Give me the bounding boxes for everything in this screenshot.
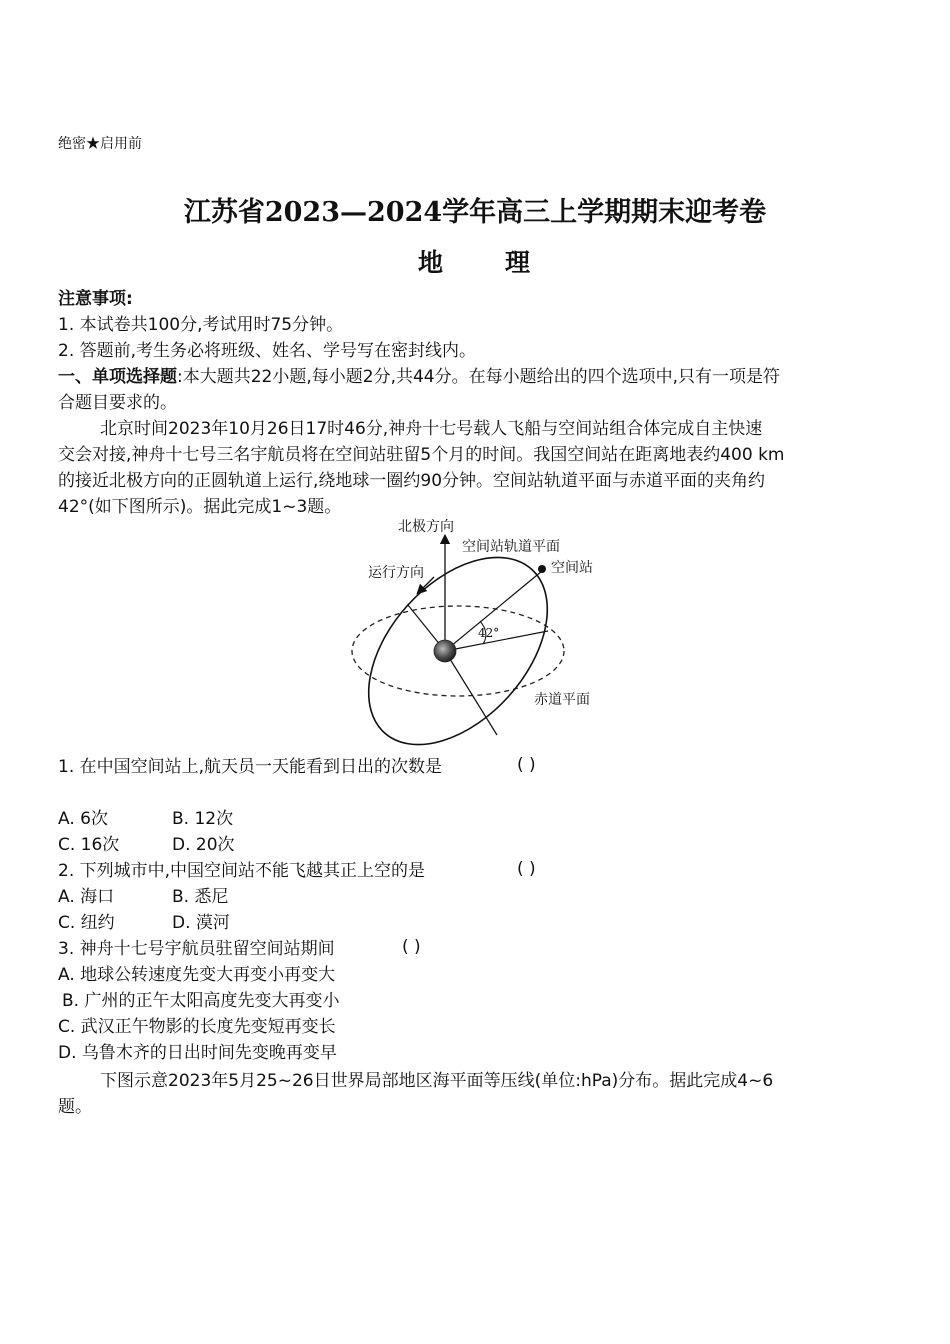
orbit-plane-label: 空间站轨道平面 xyxy=(462,539,560,555)
question-2-paren: ( ) xyxy=(517,859,536,879)
passage1-line-4: 42°(如下图所示)。据此完成1~3题。 xyxy=(58,497,342,517)
section1-label: 一、单项选择题 xyxy=(58,367,177,387)
section1-intro xyxy=(58,365,780,389)
q2-option-b: B. 悉尼 xyxy=(172,887,229,907)
secret-label: 绝密★启用前 xyxy=(58,136,142,152)
notice-item-2: 2. 答题前,考生务必将班级、姓名、学号写在密封线内。 xyxy=(58,341,477,361)
q3-option-b: B. 广州的正午太阳高度先变大再变小 xyxy=(62,991,340,1011)
station-label: 空间站 xyxy=(551,560,593,576)
question-3-paren: ( ) xyxy=(402,937,421,957)
earth-icon xyxy=(434,640,456,662)
north-label: 北极方向 xyxy=(398,519,454,535)
q3-option-c: C. 武汉正午物影的长度先变短再变长 xyxy=(58,1017,336,1037)
q1-option-b: B. 12次 xyxy=(172,809,234,829)
passage2-line-1: 下图示意2023年5月25~26日世界局部地区海平面等压线(单位:hPa)分布。据此完成4~6 xyxy=(100,1071,774,1091)
passage1-line-3: 的接近北极方向的正圆轨道上运行,绕地球一圈约90分钟。空间站轨道平面与赤道平面的夹角约 xyxy=(58,471,766,491)
direction-label: 运行方向 xyxy=(368,565,424,581)
section1-desc-line2: 合题目要求的。 xyxy=(58,393,177,413)
angle-label: 42° xyxy=(478,626,500,640)
q2-option-a: A. 海口 xyxy=(58,887,115,907)
question-3-stem: 3. 神舟十七号宇航员驻留空间站期间 xyxy=(58,939,335,959)
section1-desc-line1: :本大题共22小题,每小题2分,共44分。在每小题给出的四个选项中,只有一项是符 xyxy=(177,367,781,387)
q2-option-c: C. 纽约 xyxy=(58,913,115,933)
passage1-line-2: 交会对接,神舟十七号三名宇航员将在空间站驻留5个月的时间。我国空间站在距离地表约400 km xyxy=(58,445,785,465)
notice-item-1: 1. 本试卷共100分,考试用时75分钟。 xyxy=(58,315,344,335)
q3-option-d: D. 乌鲁木齐的日出时间先变晚再变早 xyxy=(58,1043,337,1063)
orbit-plane-ellipse xyxy=(340,524,582,750)
q1-option-a: A. 6次 xyxy=(58,809,108,829)
orbit-diagram xyxy=(340,515,630,750)
q2-option-d: D. 漠河 xyxy=(172,913,230,933)
question-2-stem: 2. 下列城市中,中国空间站不能飞越其正上空的是 xyxy=(58,861,426,881)
equator-plane-ellipse xyxy=(352,606,564,696)
notice-heading: 注意事项: xyxy=(58,289,133,309)
subject-title: 地理 xyxy=(417,248,592,277)
exam-title: 江苏省2023—2024学年高三上学期期末迎考卷 xyxy=(183,197,767,228)
q1-option-c: C. 16次 xyxy=(58,835,120,855)
passage1-line-1: 北京时间2023年10月26日17时46分,神舟十七号载人飞船与空间站组合体完成自主快速 xyxy=(100,419,763,439)
q1-option-d: D. 20次 xyxy=(172,835,235,855)
passage2-line-2: 题。 xyxy=(58,1097,92,1117)
equator-label: 赤道平面 xyxy=(534,692,590,708)
space-station-icon xyxy=(538,565,546,573)
question-1-paren: ( ) xyxy=(517,755,536,775)
q3-option-a: A. 地球公转速度先变大再变小再变大 xyxy=(58,965,336,985)
question-1-stem: 1. 在中国空间站上,航天员一天能看到日出的次数是 xyxy=(58,757,443,777)
